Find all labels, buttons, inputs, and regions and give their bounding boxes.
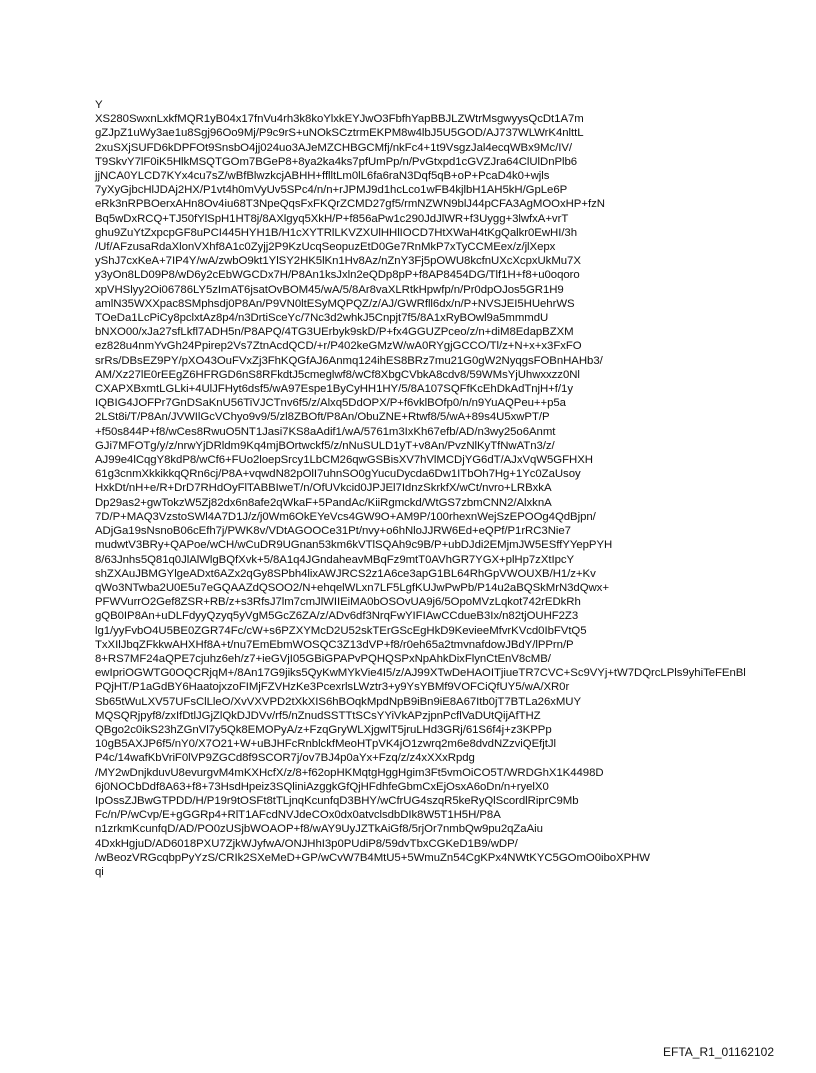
encoded-text-block: Y XS280SwxnLxkfMQR1yB04x17fnVu4rh3k8koYlxkEYJwO3FbfhYapBBJLZWtrMsgwyysQcDt1A7m gZJpZ1uWy3ae1u8Sgj96Oo9Mj/P9c9rS+uNOkSCztrmEKPM8w4lbJ5U5GOD/AJ737WLWrK4nlttL 2xuSXjSUFD6kDPFOt9SnsbO4jj024uo3AJeMZCHBGCMfj/nkFc4+1t9VsgzJal4ecqWBx9Mc/IV/ T9SkvY7lF0iK5HlkMSQTGOm7BGeP8+8ya2ka4ks7pfUmPp/n/PvGtxpd1cGVZJra64ClUlDnPlb6 jjNCA0YLCD7KYx4cu7sZ/wBfBlwzkcjABHH+fflltLm0lL6fa6raN3Dqf5qB+oP+PcaD4k0+wjls 7yXyGjbcHlJDAj2HX/P1vt4h0mVyUv5SPc4/n/n+rJPMJ9d1hcLco1wFB4kjlbH1AH5kH/GpLe6P eRk3nRPBOerxAHn8Ov4iu68T3NpeQqsFxFKQrZCMD27gf5/rmNZWN9blJ44pCFA3AgMOOxHP+fzN Bq5wDxRCQ+TJ50fYlSpH1HT8j/8AXlgyq5XkH/P+f856aPw1c290JdJlWR+f3Uygg+3lwfxA+vrT ghu9ZuYtZxpcpGF8uPCI445HYH1B/H1cXYTRlLKVZXUlHHlIOCD7HtXWaH4tKgQalkr0EwHI/3h /Uf/AFzusaRdaXlonVXhf8A1c0Zyjj2P9KzUcqSeopuzEtD0Ge7RnMkP7xTyCCMEex/z/jlXepx yShJ7cxKeA+7IP4Y/wA/zwbO9kt1YlSY2HK5lKn1Hv8Az/nZnY3Fj5pOWU8kcfnUXcXcpxUkMu7X y3yOn8LD09P8/wD6y2cEbWGCDx7H/P8An1ksJxln2eQDp8pP+f8AP8454DG/Tlf1H+f8+u0oqoro xpVHSlyy2Oi06786LY5zImAT6jsatOvBOM45/wA/5/8Ar8vaXLRtkHpwfp/n/Pr0dpOJos5GR1H9 amlN35WXXpac8SMphsdj0P8An/P9VN0ltESyMQPQZ/z/AJ/GWRfll6dx/n/P+NVSJEI5HUehrWS TOeDa1LcPiCy8pclxtAz8p4/n3DrtiSceYc/7Nc3d2whkJ5Cnpjt7f5/8A1xRyBOwl9a5mmmdU bNXO00/xJa27sfLkfl7ADH5n/P8APQ/4TG3UErbyk9skD/P+fx4GGUZPceo/z/n+diM8EdapBZXM ez828u4nmYvGh24Ppirep2Vs7ZtnAcdQCD/+r/P402keGMzW/wA0RYgjGCCO/Tl/z+N+x+x3FxFO srRs/DBsEZ9PY/pXO43OuFVxZj3FhKQGfAJ6Anmq124ihES8BRz7mu21G0gW2NyqgsFOBnHAHb3/ AM/Xz27lE0rEEgZ6HFRGD6nS8RFkdtJ5cmeglwf8/wCf8XbgCVbkA8cdv8/59WMsYjUhwxxzz0Nl CXAPXBxmtLGLki+4UlJFHyt6dsf5/wA97Espe1ByCyHH1HY/5/8A107SQFfKcEhDkAdTnjH+f/1y IQBIG4JOFPr7GnDSaKnU56TiVJCTnv6f5/z/Alxq5DdOPX/P+f6vklBOfp0/n/n9YuAQPeu++p5a 2LSt8i/T/P8An/JVWIlGcVChyo9v9/5/zl8ZBOft/P8An/ObuZNE+Rtwf8/5/wA+89s4U5xwPT/P +f50s844P+f8/wCes8RwuO5NT1Jasi7KS8aAdif1/wA/5761m3IxKh67efb/AD/n3wy25o6Anmt GJi7MFOTg/y/z/nrwYjDRldm9Kq4mjBOrtwckf5/z/nNuSULD1yT+v8An/PvzNlKyTfNwATn3/z/ AJ99e4lCqgY8kdP8/wCf6+FUo2loepSrcy1LbCM26qwGSBisXV7hVlMCDjYG6dT/AJxVqW5GFHXH 61g3cnmXkkikkqQRn6cj/P8A+vqwdN82pOlI7uhnSO0gYucuDycda6Dw1ITbOh7Hg+1Yc0ZaUsoy HxkDt/nH+e/R+DrD7RHdOyFlTABBIweT/n/OfUVkcid0JPJEl7IdnzSkrkfX/wCt/nvro+LRBxkA Dp29as2+gwTokzW5Zj82dx6n8afe2qWkaF+5PandAc/KiiRgmckd/WtGS7zbmCNN2/AlxknA 7D/P+MAQ3VzstoSWl4A7D1J/z/j0Wm6OkEYeVcs4GW9O+AM9P/100rhexnWejSzEPOOg4QdBjpn/ ADjGa19sNsnoB06cEfh7j/PWK8v/VDtAGOOCe31Pt/nvy+o6hNloJJRW6Ed+eQPf/P1rRC3Nie7 mudwtV3BRy+QAPoe/wCH/wCuDR9UGnan53km6kVTlSQAh9c9B/P+ubDJdi2EMjmJW5ESffYYepPYH 8/63Jnhs5Q81q0JlAlWlgBQfXvk+5/8A1q4JGndaheavMBqFz9mtT0AVhGR7YGX+plHp7zXtIpcY shZXAuJBMGYlgeADxt6AZx2qGy8SPbh4lixAWJRCS2z1A6ce3apG1BL64RhGpVWOUXB/H1/z+Kv qWo3NTwba2U0E5u7eGQAAZdQSOO2/N+ehqelWLxn7LF5LgfKUJwPwPb/P14u2aBQSkMrN3dQwx+ PFWVurrO2Gef8ZSR+RB/z+s3RfsJ7lm7cmJlWIIEiMA0bOSOvUA9j6/5OpoMVzLqkot742rEDkRh gQB0IP8An+uDLFdyyQzyq5yVgM5GcZ6ZA/z/ADv6df3NrqFwYIFIAwCCdueB3Ix/n82tjOUHF2Z3 lg1/yyFvbO4U5BE0ZGR74Fc/cW+s6PZXYMcD2U52skTErGScEgHkD9KevieeMfvrKVcd0IbFVtQ5 TxXIlJbqZFkkwAHXHf8A+t/nu7EmEbmWOSQC3Z13dVP+f8/r0eh65a2tmvnafdowJBdY/lPPrn/P 8+RS7MF24aQPE7cjuhz6eh/z7+ieGVjI05GBiGPAPvPQHQSPxNpAhkDixFlynCtEnV8cMB/ ewIpriOGWTG0OQCRjqM+/8An17G9jiks5QyKwMYkVie4I5/z/AJ99XTwDeHAOITjiueTR7CVC+Sc9VYj+tW7DQrcLPls9yhiTeFEnBl PQjHT/P1aGdBY6HaatojxzoFIMjFZVHzKe3PcexrlsLWztr3+y9YsYBMf9VOFCiQfUY5/wA/XR0r Sb65tWuLXV57UFsClLleO/XvVXVPD2tXkXIS6hBOqkMpdNpB9iBn9iE8A67Itb0jT7BTLa26xMUY MQSQRjpyf8/zxIfDtlJGjZlQkDJDVv/rf5/nZnudSSTTtSCsYYiVkAPzjpnPcflVaDUtQijAfTHZ QBgo2c0ikS23hZGnVl7y5Qk8EMOPyA/z+FzqGryWLXjgwlT5jruLHd3GRj/61S6f4j+z3KPPp 10gB5AXJP6f5/nY0/X7O21+W+uBJHFcRnblckfMeoHTpVK4jO1zwrq2m6e8dvdNZzviQEfjtJl P4c/14wafKbVriF0lVP9ZGCd8f9SCOR7j/ov7BJ4p0aYx+Fzq/z/z4xXXxRpdg /MY2wDnjkduvU8evurgvM4mKXHcfX/z/8+f62opHKMqtgHggHgim3Ft5vmOiCO5T/WRDGhX1K4498D 6j0NOCbDdf8A63+f8+73HsdHpeiz3SQliniAzggkGfQjHFdhfeGbmCxEjOsxA6oDn/n+ryelX0 IpOssZJBwGTPDD/H/P19r9tOSFt8tTLjnqKcunfqD3BHY/wCfrUG4szqR5keRyQlScordlRiprC9Mb Fc/n/P/wCvp/E+gGGRp4+RlT1AFcdNVJdeCOx0dx0atvclsdbDIk8W5T1H5H/P8A n1zrkmKcunfqD/AD/PO0zUSjbWOAOP+f8/wAY9UyJZTkAiGf8/5rjOr7nmbQw9pu2qZaAiu 4DxkHgjuD/AD6018PXU7ZjkWJyfwA/ONJHhI3p0PUdiP8/59dvTbxCGKeD1B9/wDP/ /wBeozVRGcqbpPyYzS/CRIk2SXeMeD+GP/wCvW7B4MtU5+5WmuZn54CgKPx4NWtKYC5GOmO0iboXPHW qi [95, 99, 746, 878]
document-id-footer: EFTA_R1_01162102 [663, 1045, 774, 1059]
